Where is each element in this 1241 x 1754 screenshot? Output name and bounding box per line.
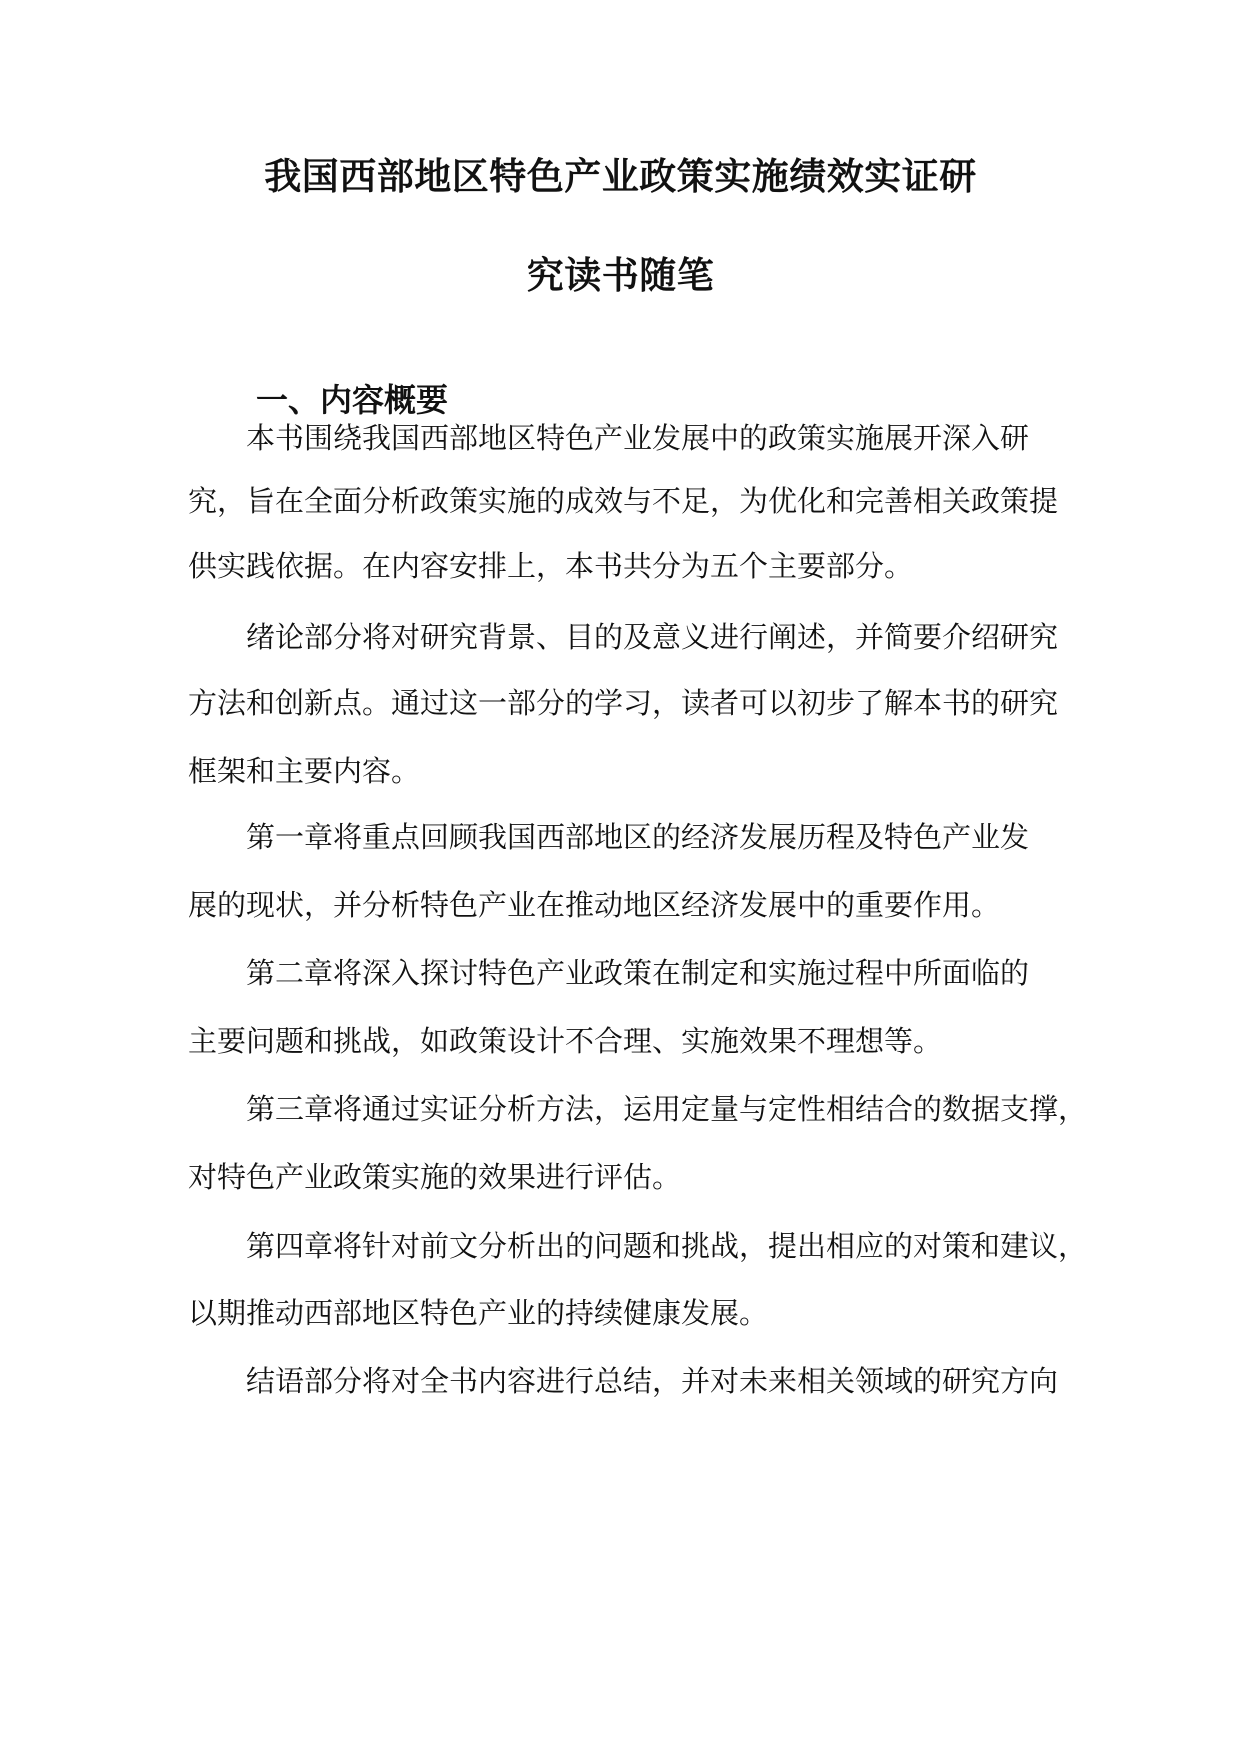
section-heading: 一、内容概要 — [256, 381, 449, 419]
paragraph-line: 第三章将通过实证分析方法，运用定量与定性相结合的数据支撑， — [246, 1092, 1088, 1126]
paragraph-line: 究，旨在全面分析政策实施的成效与不足，为优化和完善相关政策提 — [188, 484, 1059, 518]
paragraph-line: 以期推动西部地区特色产业的持续健康发展。 — [188, 1296, 769, 1330]
paragraph-line: 第一章将重点回顾我国西部地区的经济发展历程及特色产业发 — [246, 820, 1030, 854]
paragraph-line: 本书围绕我国西部地区特色产业发展中的政策实施展开深入研 — [246, 421, 1030, 455]
paragraph-line: 方法和创新点。通过这一部分的学习，读者可以初步了解本书的研究 — [188, 686, 1059, 720]
paragraph-line: 绪论部分将对研究背景、目的及意义进行阐述，并简要介绍研究 — [246, 620, 1059, 654]
document-title-line-1: 我国西部地区特色产业政策实施绩效实证研 — [264, 154, 977, 198]
paragraph-line: 供实践依据。在内容安排上，本书共分为五个主要部分。 — [188, 549, 914, 583]
document-title-line-2: 究读书随笔 — [526, 253, 715, 297]
paragraph-line: 第二章将深入探讨特色产业政策在制定和实施过程中所面临的 — [246, 956, 1030, 990]
paragraph-line: 第四章将针对前文分析出的问题和挑战，提出相应的对策和建议， — [246, 1229, 1088, 1263]
paragraph-line: 展的现状，并分析特色产业在推动地区经济发展中的重要作用。 — [188, 888, 1001, 922]
paragraph-line: 主要问题和挑战，如政策设计不合理、实施效果不理想等。 — [188, 1024, 943, 1058]
paragraph-line: 框架和主要内容。 — [188, 754, 421, 788]
paragraph-line: 对特色产业政策实施的效果进行评估。 — [188, 1160, 682, 1194]
paragraph-line: 结语部分将对全书内容进行总结，并对未来相关领域的研究方向 — [246, 1364, 1059, 1398]
